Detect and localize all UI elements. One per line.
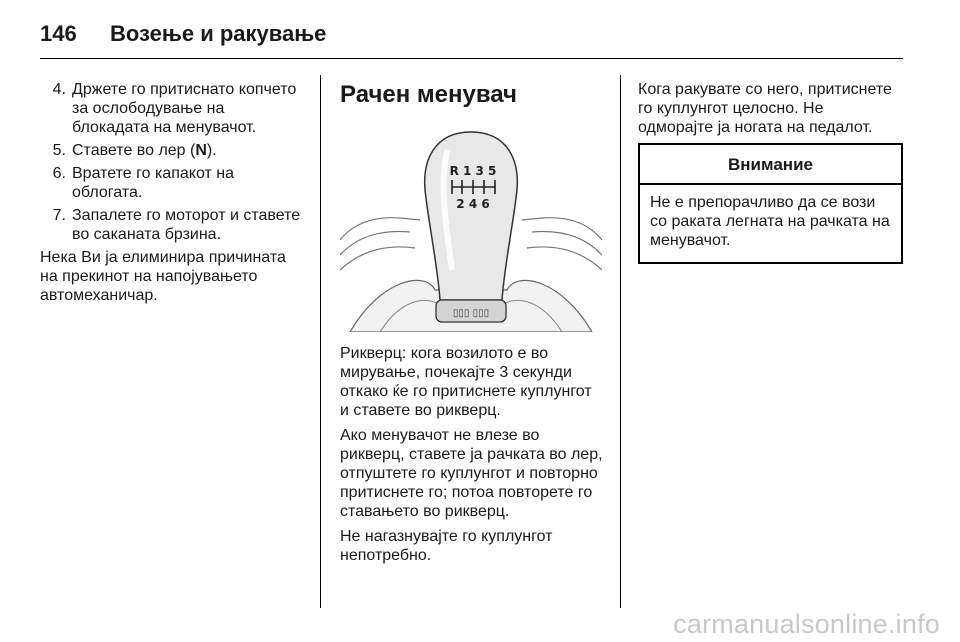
body-paragraph: Рикверц: кога возилото е во мирување, почекајте 3 секунди откако ќе го притиснете куплунгот и ставете во рикверц. <box>340 345 592 419</box>
step-item <box>40 141 302 160</box>
notice-title: Внимание <box>640 145 901 185</box>
step-item <box>40 164 302 202</box>
shift-pattern-top: R 1 3 5 <box>449 164 497 178</box>
step-item <box>40 206 302 244</box>
steps-list <box>40 80 302 244</box>
page-header <box>40 14 326 54</box>
collar-text: ▯▯▯ ▯▯▯ <box>452 308 490 319</box>
right-column <box>638 80 903 264</box>
shift-pattern-bottom: 2 4 6 <box>456 197 490 211</box>
body-paragraph: Ако менувачот не влезе во рикверц, ставете ја рачката во лер, отпуштете го куплунгот и повторно притиснете го; потоа повторете го ставањето во рикверц. <box>340 427 603 520</box>
step-text-part: Ставете во лер ( <box>72 142 196 159</box>
step-text-part: ). <box>206 142 217 159</box>
left-column <box>40 80 302 311</box>
section-heading: Рачен менувач <box>340 81 517 108</box>
notice-body: Не е препорачливо да се вози со раката легната на рачката на менувачот. <box>650 194 890 249</box>
gear-shift-knob-illustration <box>340 120 602 332</box>
step-number: 7. <box>52 207 66 224</box>
gear-knob-svg <box>340 120 602 332</box>
step-text: Вратете го капакот на облогата. <box>72 165 234 201</box>
step-text <box>72 141 302 160</box>
neutral-gear-symbol: N <box>195 142 207 159</box>
warning-notice-box <box>638 143 903 264</box>
step-number: 5. <box>52 142 66 159</box>
column-divider-left <box>320 75 321 608</box>
step-number: 6. <box>52 165 66 182</box>
body-paragraph: Кога ракувате со него, притиснете го куплунгот целосно. Не одморајте ја ногата на педалот. <box>638 81 892 136</box>
header-divider <box>40 58 903 59</box>
step-item <box>40 80 302 137</box>
page-number: 146 <box>40 21 77 46</box>
step-number: 4. <box>52 81 66 98</box>
watermark: carmanualsonline.info <box>673 609 940 639</box>
body-paragraph: Нека Ви ја елиминира причината на прекинот на напојувањето автомеханичар. <box>40 249 286 304</box>
column-divider-right <box>620 75 621 608</box>
step-text: Запалете го моторот и ставете во саканата брзина. <box>72 207 301 243</box>
section-title: Возење и ракување <box>110 21 327 46</box>
step-text: Држете го притиснато копчето за ослободување на блокадата на менувачот. <box>72 81 297 136</box>
body-paragraph: Не нагазнувајте го куплунгот непотребно. <box>340 528 553 564</box>
middle-column <box>340 80 605 571</box>
